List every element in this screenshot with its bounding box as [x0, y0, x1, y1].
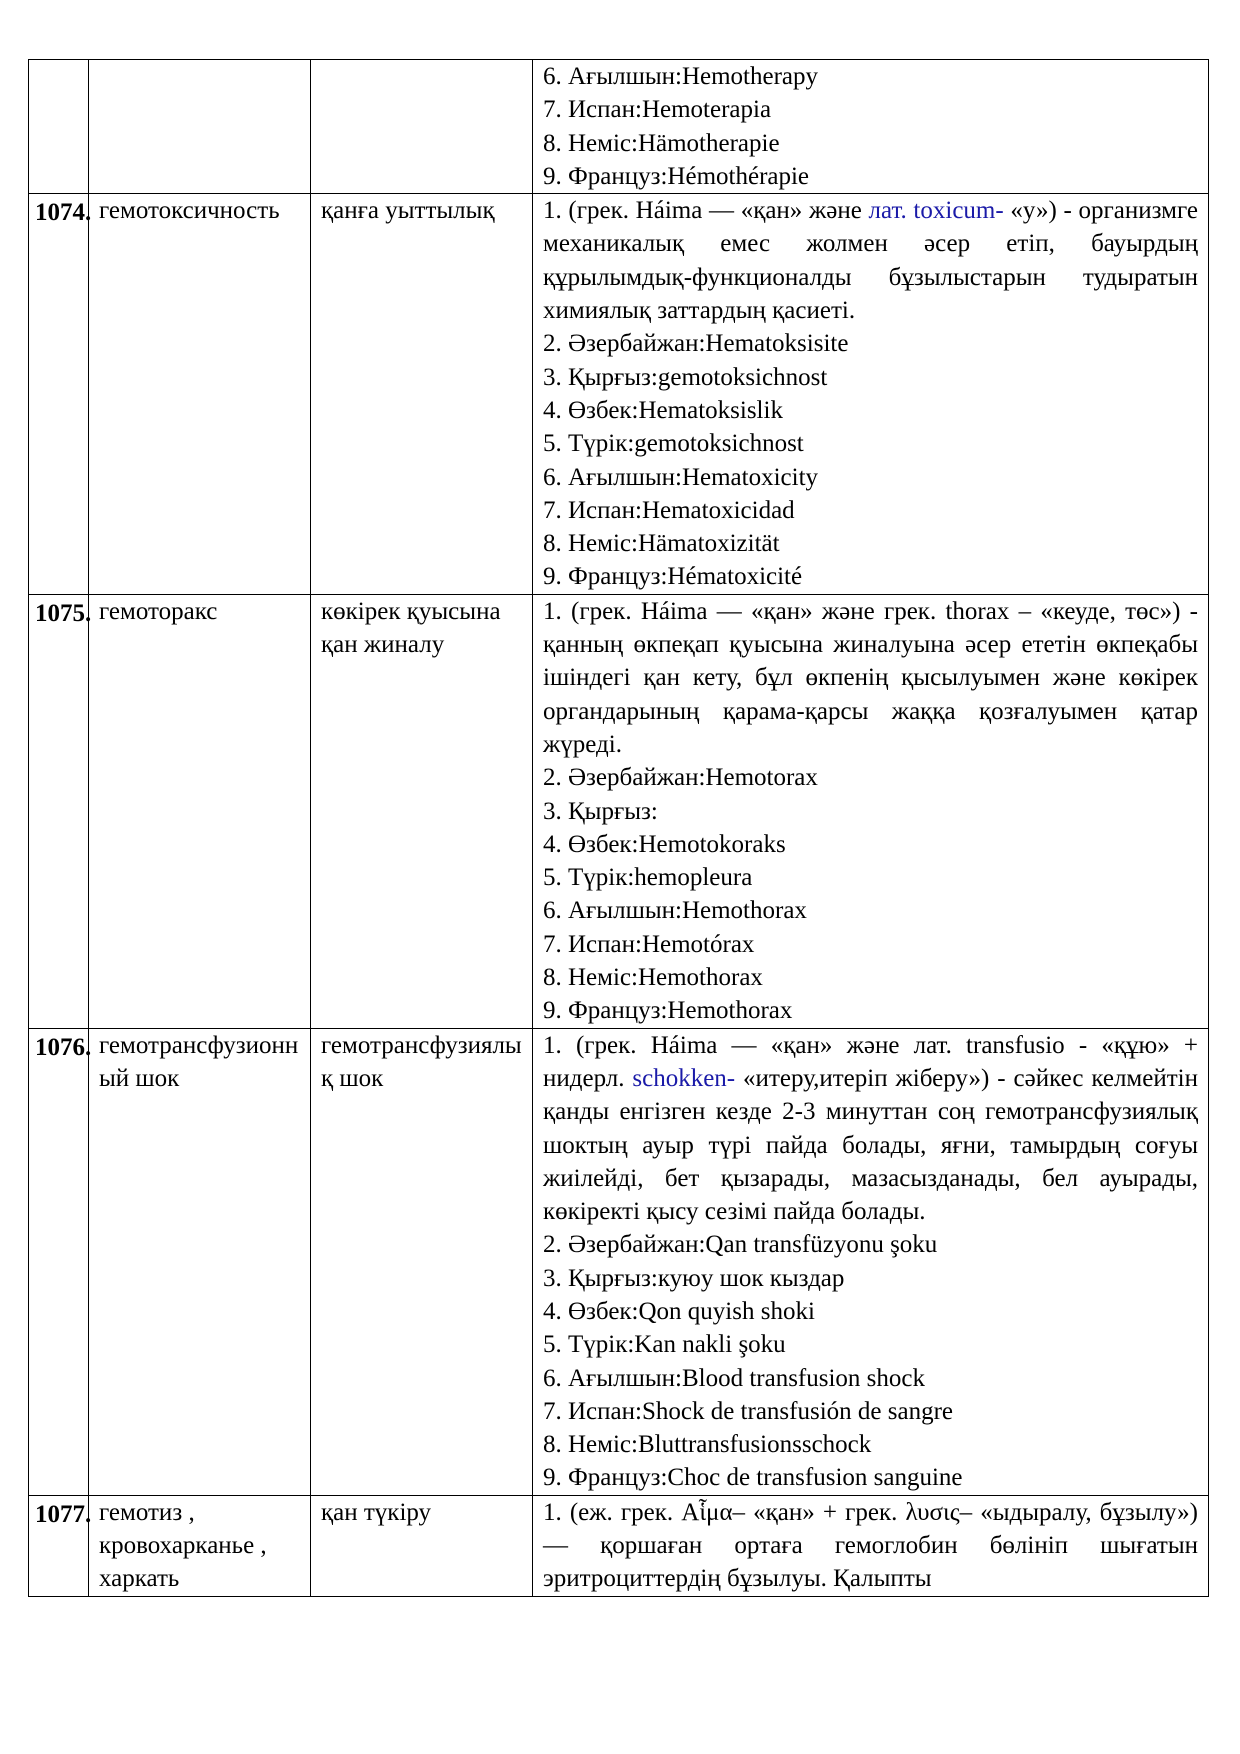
translation-line: 9. Француз:Hémothérapie: [543, 162, 810, 190]
translation-line: 8. Неміс:Bluttransfusionsschock: [543, 1431, 872, 1459]
definition-text: [543, 595, 1198, 761]
definition-text: [543, 1496, 1198, 1596]
translation-line: 3. Қырғыз:куюу шок кыздар: [543, 1264, 845, 1292]
entry-number: 1074.: [29, 194, 89, 595]
dictionary-table-body: [29, 60, 1209, 1597]
translation-line: 6. Ағылшын:Hemothorax: [543, 897, 807, 925]
translation-line: 7. Испан:Shock de transfusión de sangre: [543, 1397, 953, 1425]
definition-segment: 1. (еж. грек. Αἷμα– «қан» + грек. λυσις– «ыдыралу, бұзылу») — қоршаған ортаға гемоглобин бөлініп шығатын эритроциттердің бұзылуы. Қалыпты: [543, 1498, 1198, 1593]
translation-line: 7. Испан:Hemoterapia: [543, 96, 772, 124]
translation-line: 2. Әзербайжан:Hemotorax: [543, 764, 818, 792]
table-row: [29, 1028, 1209, 1495]
definition-cell: [533, 194, 1209, 595]
table-row: [29, 194, 1209, 595]
definition-cell: [533, 594, 1209, 1028]
translation-line: 2. Әзербайжан:Qan transfüzyonu şoku: [543, 1231, 938, 1259]
entry-number: 1076.: [29, 1028, 89, 1495]
kazakh-term: [311, 60, 533, 194]
etymology-link-text: schokken-: [632, 1064, 736, 1092]
definition-segment: 1. (грек. Háima — «қан» және лат. transfusio - «құю» + нидерл.: [543, 1031, 1198, 1092]
kazakh-term: гемотрансфузиялық шок: [311, 1028, 533, 1495]
translation-line: 3. Қырғыз:gemotoksichnost: [543, 363, 828, 391]
dictionary-table: [28, 59, 1209, 1597]
translation-line: 9. Француз:Choc de transfusion sanguine: [543, 1464, 963, 1492]
definition-text: [543, 1029, 1198, 1229]
russian-term: гемотрансфузионный шок: [89, 1028, 311, 1495]
entry-number: [29, 60, 89, 194]
translation-line: 9. Француз:Hématoxicité: [543, 563, 803, 591]
translation-line: 5. Түрік:hemopleura: [543, 864, 753, 892]
translation-line: 4. Өзбек:Hematoksislik: [543, 396, 783, 424]
entry-number: 1075.: [29, 594, 89, 1028]
definition-cell: [533, 60, 1209, 194]
table-row: [29, 1495, 1209, 1596]
kazakh-term: көкірек қуысына қан жиналу: [311, 594, 533, 1028]
translation-line: 2. Әзербайжан:Hematoksisite: [543, 330, 849, 358]
translation-line: 7. Испан:Hemotórax: [543, 930, 755, 958]
translation-line: 8. Неміс:Hämatoxizität: [543, 530, 780, 558]
definition-cell: [533, 1495, 1209, 1596]
translation-line: 5. Түрік:gemotoksichnost: [543, 430, 804, 458]
etymology-link-text: лат. toxicum-: [868, 197, 1004, 225]
table-row: [29, 60, 1209, 194]
translation-line: 3. Қырғыз:: [543, 797, 658, 825]
definition-text: [543, 194, 1198, 327]
definition-segment: «у») - организмге механикалық емес жолмен әсер етіп, бауырдың құрылымдық-функционалды бұзылыстарын тудыратын химиялық заттардың қасиеті.: [543, 197, 1198, 325]
russian-term: гемотиз , кровохарканье , харкать: [89, 1495, 311, 1596]
definition-cell: [533, 1028, 1209, 1495]
definition-segment: 1. (грек. Háima — «қан» және грек. thorax – «кеуде, төс») - қанның өкпеқап қуысына жиналуына әсер ететін өкпеқабы ішіндегі қан кету, бұл өкпенің қысылуымен және көкірек органдарының қарама-қарсы жаққа қозғалуымен қатар жүреді.: [543, 597, 1198, 758]
russian-term: гемоторакс: [89, 594, 311, 1028]
translation-line: 4. Өзбек:Qon quyish shoki: [543, 1297, 815, 1325]
definition-segment: 1. (грек. Háima — «қан» және: [543, 197, 869, 225]
translation-line: 8. Неміс:Hemothorax: [543, 964, 763, 992]
translation-line: 7. Испан:Hematoxicidad: [543, 496, 795, 524]
translation-line: 4. Өзбек:Hemotokoraks: [543, 830, 786, 858]
translation-line: 6. Ағылшын:Hematoxicity: [543, 463, 819, 491]
translation-line: 5. Түрік:Kan nakli şoku: [543, 1331, 786, 1359]
russian-term: гемотоксичность: [89, 194, 311, 595]
definition-segment: «итеру,итеріп жіберу») - сәйкес келмейтін қанды енгізген кезде 2-3 минуттан соң гемотрансфузиялық шоктың ауыр түрі пайда болады, яғни, тамырдың соғуы жиілейді, бет қызарады, мазасызданады, бел ауырады, көкіректі қысу сезімі пайда болады.: [543, 1064, 1198, 1226]
kazakh-term: қанға уыттылық: [311, 194, 533, 595]
kazakh-term: қан түкіру: [311, 1495, 533, 1596]
russian-term: [89, 60, 311, 194]
translation-line: 8. Неміс:Hämotherapie: [543, 129, 780, 157]
translation-line: 9. Француз:Hemothorax: [543, 997, 793, 1025]
translation-line: 6. Ағылшын:Blood transfusion shock: [543, 1364, 925, 1392]
entry-number: 1077.: [29, 1495, 89, 1596]
table-row: [29, 594, 1209, 1028]
translation-line: 6. Ағылшын:Hemotherapy: [543, 63, 819, 90]
